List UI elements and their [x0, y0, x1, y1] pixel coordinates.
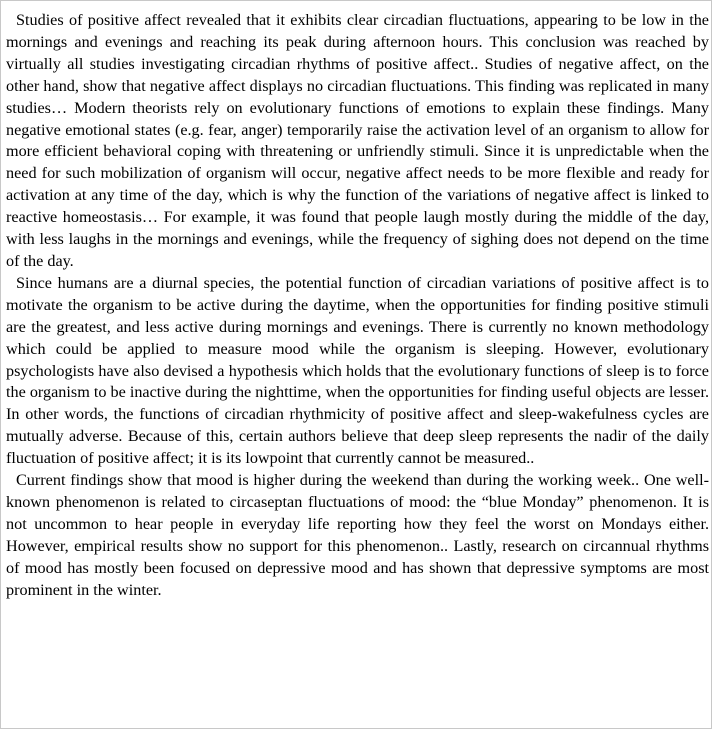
paragraph-diurnal-species: Since humans are a diurnal species, the potential function of circadian variations of positive affect is to motivate the organism to be active during the daytime, when the opportunities for finding positive stimuli are the greatest, and less active during mornings and evenings. There is currently no known methodology which could be applied to measure mood while the organism is sleeping. However, evolutionary psychologists have also devised a hypothesis which holds that the evolutionary functions of sleep is to force the organism to be inactive during the nighttime, when the opportunities for finding useful objects are lesser. In other words, the functions of circadian rhythmicity of positive affect and sleep-wakefulness cycles are mutually adverse. Because of this, certain authors believe that deep sleep represents the nadir of the daily fluctuation of positive affect; it is its lowpoint that currently cannot be measured.. — [6, 273, 709, 468]
document-body — [6, 10, 709, 601]
paragraph-circadian-affect: Studies of positive affect revealed that it exhibits clear circadian fluctuations, appearing to be low in the mornings and evenings and reaching its peak during afternoon hours. This conclusion was reached by virtually all studies investigating circadian rhythms of positive affect.. Studies of negative affect, on the other hand, show that negative affect displays no circadian fluctuations. This finding was replicated in many studies… Modern theorists rely on evolutionary functions of emotions to explain these findings. Many negative emotional states (e.g. fear, anger) temporarily raise the activation level of an organism to allow for more efficient behavioral coping with threatening or unfriendly stimuli. Since it is unpredictable when the need for such mobilization of organism will occur, negative affect needs to be more flexible and ready for activation at any time of the day, which is why the function of the variations of negative affect is linked to reactive homeostasis… For example, it was found that people laugh mostly during the middle of the day, with less laughs in the mornings and evenings, while the frequency of sighing does not depend on the time of the day. — [6, 11, 709, 270]
paragraph-weekly-annual-mood: Current findings show that mood is higher during the weekend than during the working week.. One well-known phenomenon is related to circaseptan fluctuations of mood: the “blue Monday” phenomenon. It is not uncommon to hear people in everyday life reporting how they feel the worst on Mondays either. However, empirical results show no support for this phenomenon.. Lastly, research on circannual rhythms of mood has mostly been focused on depressive mood and has shown that depressive symptoms are most prominent in the winter. — [6, 471, 709, 599]
